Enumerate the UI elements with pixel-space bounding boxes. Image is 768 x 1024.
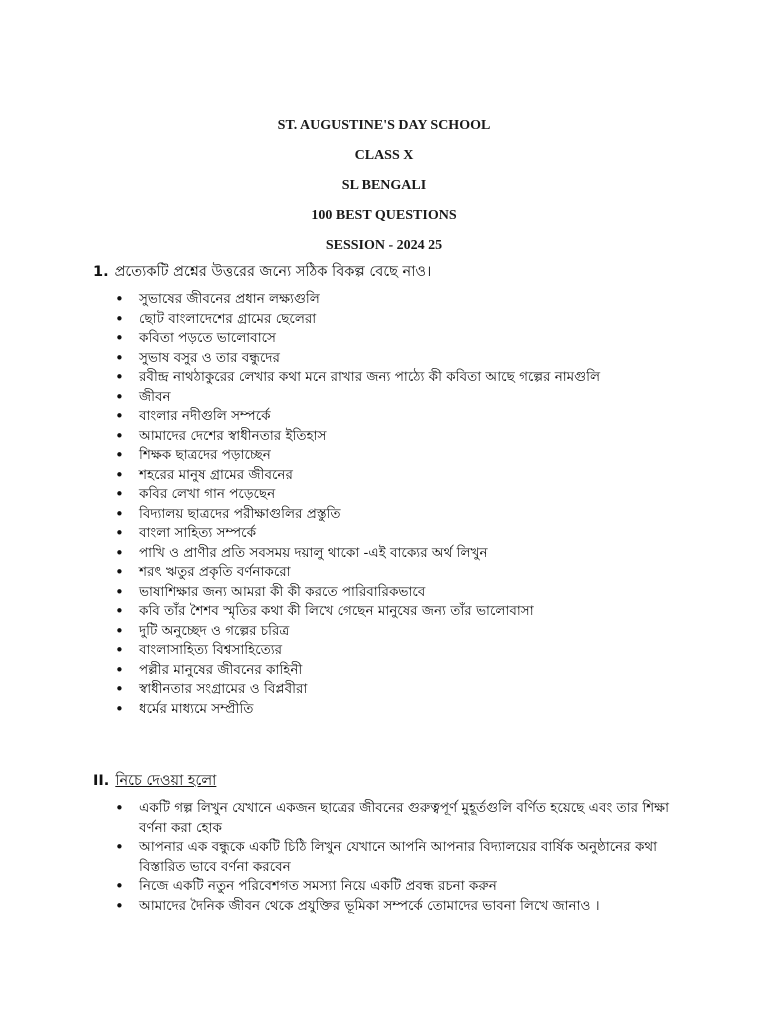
section-1-heading bbox=[93, 261, 431, 285]
question-item: • ভাষাশিক্ষার জন্য আমরা কী কী করতে পারিবারিকভাবে bbox=[0, 583, 768, 603]
question-item: • কবি তাঁর শৈশব স্মৃতির কথা কী লিখে গেছেন মানুষের জন্য তাঁর ভালোবাসা bbox=[0, 602, 768, 622]
question-item: • বিদ্যালয় ছাত্রদের পরীক্ষাগুলির প্রস্তুতি bbox=[0, 505, 768, 525]
question-item: • সুভাষ বসুর ও তার বন্ধুদের bbox=[0, 349, 768, 369]
question-item: • সুভাষের জীবনের প্রধান লক্ষ্যগুলি bbox=[0, 290, 768, 310]
section-1-number: 1. bbox=[93, 264, 109, 280]
question-item: • জীবন bbox=[0, 388, 768, 408]
question-item: • কবিতা পড়তে ভালোবাসে bbox=[0, 329, 768, 349]
question-item: • আমাদের দেশের স্বাধীনতার ইতিহাস bbox=[0, 427, 768, 447]
class-label: CLASS X bbox=[354, 148, 414, 163]
section-1-question-list bbox=[0, 290, 768, 719]
question-item: • পল্লীর মানুষের জীবনের কাহিনী bbox=[0, 661, 768, 681]
section-1-heading-text: প্রত্যেকটি প্রশ্নের উত্তরের জন্যে সঠিক বিকল্প বেছে নাও। bbox=[114, 264, 432, 280]
question-item: • বাংলার নদীগুলি সম্পর্কে bbox=[0, 407, 768, 427]
section-2-heading bbox=[93, 770, 216, 794]
question-item: • কবির লেখা গান পড়েছেন bbox=[0, 485, 768, 505]
question-item: • একটি গল্প লিখুন যেখানে একজন ছাত্রের জীবনের গুরুত্বপূর্ণ মুহূর্তগুলি বর্ণিত হয়েছে এবং তার শিক্ষা বর্ণনা করা হোক bbox=[0, 799, 768, 838]
question-item: • বাংলা সাহিত্য সম্পর্কে bbox=[0, 524, 768, 544]
question-item: • শিক্ষক ছাত্রদের পড়াচ্ছেন bbox=[0, 446, 768, 466]
document-header bbox=[0, 117, 768, 267]
question-item: • স্বাধীনতার সংগ্রামের ও বিপ্লবীরা bbox=[0, 680, 768, 700]
question-item: • দুটি অনুচ্ছেদ ও গল্পের চরিত্র bbox=[0, 622, 768, 642]
section-2-question-list bbox=[0, 799, 768, 916]
section-2-heading-text: নিচে দেওয়া হলো bbox=[115, 773, 217, 789]
question-item: • নিজে একটি নতুন পরিবেশগত সমস্যা নিয়ে একটি প্রবন্ধ রচনা করুন bbox=[0, 877, 768, 897]
question-item: • ছোট বাংলাদেশের গ্রামের ছেলেরা bbox=[0, 310, 768, 330]
question-item: • শরৎ ঋতুর প্রকৃতি বর্ণনাকরো bbox=[0, 563, 768, 583]
session-label: SESSION - 2024 25 bbox=[325, 238, 443, 253]
question-item: • আপনার এক বন্ধুকে একটি চিঠি লিখুন যেখানে আপনি আপনার বিদ্যালয়ের বার্ষিক অনুষ্ঠানের কথা বিস্তারিত ভাবে বর্ণনা করবেন bbox=[0, 838, 768, 877]
question-item: • রবীন্দ্র নাথঠাকুরের লেখার কথা মনে রাখার জন্য পাঠ্যে কী কবিতা আছে গল্পের নামগুলি bbox=[0, 368, 768, 388]
question-item: • ধর্মের মাধ্যমে সম্প্রীতি bbox=[0, 700, 768, 720]
school-name: ST. AUGUSTINE'S DAY SCHOOL bbox=[277, 118, 491, 133]
section-2-number: II. bbox=[93, 773, 110, 789]
document-title: 100 BEST QUESTIONS bbox=[311, 208, 457, 223]
question-item: • পাখি ও প্রাণীর প্রতি সবসময় দয়ালু থাকো -এই বাক্যের অর্থ লিখুন bbox=[0, 544, 768, 564]
question-item: • বাংলাসাহিত্য বিশ্বসাহিত্যের bbox=[0, 641, 768, 661]
subject-label: SL BENGALI bbox=[341, 178, 427, 193]
question-item: • শহরের মানুষ গ্রামের জীবনের bbox=[0, 466, 768, 486]
question-item: • আমাদের দৈনিক জীবন থেকে প্রযুক্তির ভূমিকা সম্পর্কে তোমাদের ভাবনা লিখে জানাও । bbox=[0, 897, 768, 917]
